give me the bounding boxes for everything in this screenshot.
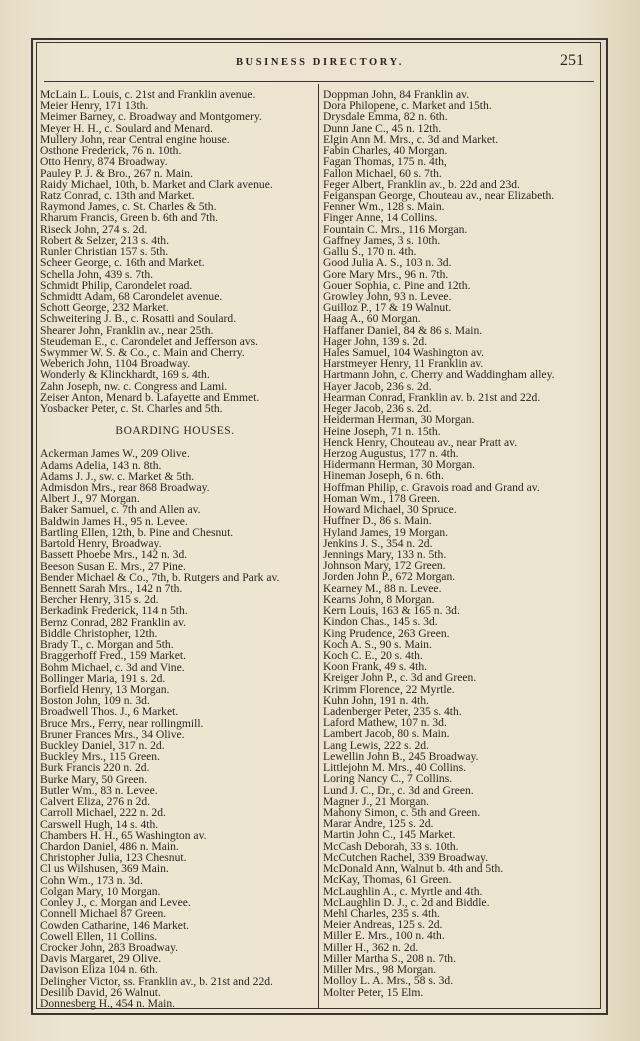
directory-entry: Bassett Phoebe Mrs., 142 n. 3d. [40,548,188,562]
directory-entry: Brady T., c. Morgan and 5th. [40,638,174,652]
directory-entry: Schmidtt Adam, 68 Carondelet avenue. [40,289,223,303]
directory-entry: Cowden Catharine, 146 Market. [40,918,190,932]
directory-entry: Jennings Mary, 133 n. 5th. [323,547,447,561]
directory-entry: Hales Samuel, 104 Washington av. [323,346,485,360]
directory-entry: McKay, Thomas, 61 Green. [323,873,452,887]
directory-entry: Kuhn John, 191 n. 4th. [323,693,429,707]
directory-entry: Schott George, 232 Market. [40,301,169,315]
directory-entry: Feger Albert, Franklin av., b. 22d and 23d. [323,177,520,191]
directory-entry: Drysdale Emma, 82 n. 6th. [323,110,448,124]
directory-entry: Boston John, 109 n. 3d. [40,694,150,708]
directory-entry: Raymond James, c. St. Charles & 5th. [40,200,217,214]
directory-entry: Zeiser Anton, Menard b. Lafayette and Emmet. [40,390,260,404]
directory-entry: Gallu S., 170 n. 4th. [323,245,417,259]
directory-entry: Loring Nancy C., 7 Collins. [323,772,453,786]
directory-entry: Adams Adelia, 143 n. 8th. [40,458,162,472]
directory-entry: Littlejohn M. Mrs., 40 Collins. [323,761,466,775]
directory-entry: Henck Henry, Chouteau av., near Pratt av. [323,435,518,449]
left-column [40,89,310,1009]
directory-entry: Schweitering J. B., c. Rosatti and Soulard. [40,312,237,326]
directory-entry: Huffner D., 86 s. Main. [323,514,432,528]
directory-entry: Heger Jacob, 236 s. 2d. [323,402,432,416]
column-divider [318,84,319,1008]
directory-entry: Broadwell Thos. J., 6 Market. [40,705,179,719]
directory-entry: Cl us Wilshusen, 369 Main. [40,862,169,876]
directory-entry: Runler Christian 157 s. 5th. [40,245,169,259]
directory-entry: Bohm Michael, c. 3d and Vine. [40,660,185,674]
directory-entry: Haag A., 60 Morgan. [323,312,421,326]
directory-entry: McLain L. Louis, c. 21st and Franklin avenue. [40,88,256,101]
directory-entry: Davis Margaret, 29 Olive. [40,952,162,966]
directory-entry: Ratz Conrad, c. 13th and Market. [40,188,195,202]
directory-entry: Ackerman James W., 209 Olive. [40,447,190,461]
directory-entry: Koch C. E., 20 s. 4th. [323,648,423,662]
directory-entry: Zahn Joseph, nw. c. Congress and Lami. [40,379,228,393]
directory-entry: Otto Henry, 874 Broadway. [40,155,168,169]
directory-entry: Magner J., 21 Morgan. [323,794,430,808]
directory-entry: Pauley P. J. & Bro., 267 n. Main. [40,166,193,180]
directory-entry: Conley J., c. Morgan and Levee. [40,896,191,910]
directory-entry: Bruner Frances Mrs., 34 Olive. [40,727,185,741]
directory-entry: Cohn Wm., 173 n. 3d. [40,873,143,887]
directory-entry: Koon Frank, 49 s. 4th. [323,660,428,674]
directory-entry: Biddle Christopher, 12th. [40,626,158,640]
directory-entry: Hartmann John, c. Cherry and Waddingham alley. [323,368,555,382]
directory-entry: Molloy L. A. Mrs., 58 s. 3d. [323,974,454,988]
directory-entry: Gaffney James, 3 s. 10th. [323,233,441,247]
directory-entry: Hearman Conrad, Franklin av. b. 21st and 22d. [323,390,541,404]
directory-entry: Baker Samuel, c. 7th and Allen av. [40,503,201,517]
directory-entry: Martin John C., 145 Market. [323,828,456,842]
directory-entry: Beeson Susan E. Mrs., 27 Pine. [40,559,186,573]
directory-entry: Bruce Mrs., Ferry, near rollingmill. [40,716,204,730]
directory-entry: Hager John, 139 s. 2d. [323,334,428,348]
directory-entry: Growley John, 93 n. Levee. [323,289,452,303]
directory-entry: Bennett Sarah Mrs., 142 n 7th. [40,581,183,595]
directory-entry: Osthone Frederick, 76 n. 10th. [40,144,182,158]
directory-entry: Berkadink Frederick, 114 n 5th. [40,604,188,618]
directory-entry: Jenkins J. S., 354 n. 2d. [323,536,433,550]
directory-entry: Wonderly & Klinckhardt, 169 s. 4th. [40,368,210,382]
directory-entry: Crocker John, 283 Broadway. [40,940,179,954]
directory-entry: Burke Mary, 50 Green. [40,772,148,786]
directory-entry: Feiganspan George, Chouteau av., near Elizabeth. [323,188,555,202]
directory-entry: Robert & Selzer, 213 s. 4th. [40,233,169,247]
directory-entry: Braggerhoff Fred., 159 Market. [40,649,186,663]
directory-entry: Bercher Henry, 315 s. 2d. [40,593,159,607]
directory-entry: Swymmer W. S. & Co., c. Main and Cherry. [40,346,245,360]
directory-entry: Schmidt Philip, Carondelet road. [40,278,193,292]
directory-entry: Fountain C. Mrs., 116 Morgan. [323,222,468,236]
directory-entry: Kearns John, 8 Morgan. [323,592,435,606]
directory-entry: Fallon Michael, 60 s. 7th. [323,166,442,180]
directory-entry: Donnesberg H., 454 n. Main. [40,997,176,1011]
directory-entry: Desilib David, 26 Walnut. [40,985,161,999]
directory-entry: Lund J. C., Dr., c. 3d and Green. [323,783,474,797]
directory-entry: McLaughlin A., c. Myrtle and 4th. [323,884,483,898]
directory-entry: Kindon Chas., 145 s. 3d. [323,615,438,629]
directory-entry: Gouer Sophia, c. Pine and 12th. [323,278,471,292]
directory-entry: Chardon Daniel, 486 n. Main. [40,840,179,853]
directory-entry: Meier Henry, 171 13th. [40,99,149,113]
directory-entry: Hineman Joseph, 6 n. 6th. [323,469,444,483]
directory-entry: Miller Martha S., 208 n. 7th. [323,951,456,965]
directory-entry: Hidermann Herman, 30 Morgan. [323,458,476,472]
directory-entry: Krimm Florence, 22 Myrtle. [323,682,455,696]
directory-entry: Mahony Simon, c. 5th and Green. [323,806,481,819]
directory-entry: Marar Andre, 125 s. 2d. [323,817,434,831]
directory-entry: Bender Michael & Co., 7th, b. Rutgers and Park av. [40,570,280,584]
header-divider [44,81,594,82]
directory-entry: Hyland James, 19 Morgan. [323,525,449,539]
directory-entry: Johnson Mary, 172 Green. [323,559,446,573]
directory-entry: Riseck John, 274 s. 2d. [40,222,148,236]
directory-entry: Kearney M., 88 n. Levee. [323,581,442,595]
directory-entry: Herzog Augustus, 177 n. 4th. [323,447,459,460]
directory-entry: Heiderman Herman, 30 Morgan. [323,413,475,427]
directory-entry: Davison Eliza 104 n. 6th. [40,963,158,977]
directory-entry: Cowell Ellen, 11 Collins. [40,929,158,943]
directory-entry: Connell Michael 87 Green. [40,907,167,921]
directory-entry: Guilloz P., 17 & 19 Walnut. [323,301,452,315]
directory-entry: Delingher Victor, ss. Franklin av., b. 21st and 22d. [40,974,273,988]
directory-entry: Hayer Jacob, 236 s. 2d. [323,379,432,393]
directory-entry: Meier Andreas, 125 s. 2d. [323,918,443,932]
directory-entry: Bollinger Maria, 191 s. 2d. [40,671,166,685]
directory-entry: Jorden John P., 672 Morgan. [323,570,456,584]
running-header-title: BUSINESS DIRECTORY. [235,57,405,68]
directory-entry: Weberich John, 1104 Broadway. [40,357,191,371]
directory-entry: Elgin Ann M. Mrs., c. 3d and Market. [323,132,499,146]
directory-entry: Steudeman E., c. Carondelet and Jefferson avs. [40,334,259,348]
directory-entry: Gore Mary Mrs., 96 n. 7th. [323,267,449,281]
directory-entry: Bartold Henry, Broadway. [40,537,162,551]
directory-entry: Ladenberger Peter, 235 s. 4th. [323,705,462,719]
directory-entry: Koch A. S., 90 s. Main. [323,637,432,651]
directory-entry: Rharum Francis, Green b. 6th and 7th. [40,211,219,225]
directory-entry: Calvert Eliza, 276 n 2d. [40,795,151,809]
directory-entry: Buckley Daniel, 317 n. 2d. [40,739,165,753]
directory-entry: Fabin Charles, 40 Morgan. [323,144,448,158]
directory-entry: Miller E. Mrs., 100 n. 4th. [323,929,445,943]
directory-entry: Howard Michael, 30 Spruce. [323,503,457,517]
directory-entry: Lang Lewis, 222 s. 2d. [323,738,429,752]
directory-entry: Hoffman Philip, c. Gravois road and Grand av. [323,480,540,494]
directory-entry: Laford Mathew, 107 n. 3d. [323,716,447,730]
directory-entry: Homan Wm., 178 Green. [323,491,440,505]
directory-entry: Butler Wm., 83 n. Levee. [40,783,158,797]
directory-entry: Good Julia A. S., 103 n. 3d. [323,256,452,270]
directory-entry: Albert J., 97 Morgan. [40,492,140,506]
business-listings [40,89,310,414]
directory-entry: Carswell Hugh, 14 s. 4th. [40,817,159,831]
directory-entry: Bernz Conrad, 282 Franklin av. [40,615,187,629]
right-column [323,89,555,998]
directory-entry: Dunn Jane C., 45 n. 12th. [323,121,442,135]
directory-entry: Heine Joseph, 71 n. 15th. [323,424,441,438]
directory-entry: McCutchen Rachel, 339 Broadway. [323,850,489,864]
directory-entry: Bartling Ellen, 12th, b. Pine and Chesnut. [40,525,234,539]
boarding-house-listings-continued [323,89,555,998]
directory-entry: Shearer John, Franklin av., near 25th. [40,323,214,337]
directory-entry: Haffaner Daniel, 84 & 86 s. Main. [323,323,483,337]
directory-entry: McLaughlin D. J., c. 2d and Biddle. [323,895,490,909]
directory-entry: Mehl Charles, 235 s. 4th. [323,906,440,920]
directory-entry: Fenner Wm., 128 s. Main. [323,200,445,214]
directory-entry: Carroll Michael, 222 n. 2d. [40,806,166,820]
section-heading-boarding-houses: BOARDING HOUSES. [115,425,235,438]
boarding-house-listings [40,448,310,1009]
directory-entry: Meyer H. H., c. Soulard and Menard. [40,121,213,135]
directory-entry: Dora Philopene, c. Market and 15th. [323,99,492,113]
directory-entry: Chambers H. H., 65 Washington av. [40,828,207,842]
directory-entry: Baldwin James H., 95 n. Levee. [40,514,188,528]
directory-entry: Fagan Thomas, 175 n. 4th, [323,155,447,169]
directory-entry: Mullery John, rear Central engine house. [40,132,230,146]
directory-entry: Burk Francis 220 n. 2d. [40,761,150,775]
directory-entry: Lewellin John B., 245 Broadway. [323,749,479,763]
directory-entry: Miller H., 362 n. 2d. [323,940,419,954]
directory-entry: Miller Mrs., 98 Morgan. [323,963,437,977]
directory-entry: Finger Anne, 14 Collins. [323,211,438,225]
directory-entry: Harstmeyer Henry, 11 Franklin av. [323,357,484,371]
directory-entry: Admisdon Mrs., rear 868 Broadway. [40,481,210,494]
directory-entry: Kern Louis, 163 & 165 n. 3d. [323,604,460,618]
directory-entry: Meimer Barney, c. Broadway and Montgomery. [40,110,262,124]
directory-entry: Raidy Michael, 10th, b. Market and Clark avenue. [40,177,273,191]
directory-entry: Buckley Mrs., 115 Green. [40,750,160,764]
directory-entry: Schella John, 439 s. 7th. [40,267,154,281]
page-number: 251 [560,52,584,69]
directory-entry: McCash Deborah, 33 s. 10th. [323,839,459,853]
directory-entry: Molter Peter, 15 Elm. [323,985,424,999]
directory-entry: Doppman John, 84 Franklin av. [323,88,470,101]
directory-entry: Adams J. J., sw. c. Market & 5th. [40,469,195,483]
directory-entry: Christopher Julia, 123 Chesnut. [40,851,187,865]
directory-entry: Yosbacker Peter, c. St. Charles and 5th. [40,402,223,416]
directory-entry: Colgan Mary, 10 Morgan. [40,884,161,898]
directory-entry: King Prudence, 263 Green. [323,626,450,640]
directory-entry: Kreiger John P., c. 3d and Green. [323,671,477,685]
directory-entry: Borfield Henry, 13 Morgan. [40,682,170,696]
directory-entry: Scheer George, c. 16th and Market. [40,256,205,270]
directory-entry: McDonald Ann, Walnut b. 4th and 5th. [323,862,504,876]
directory-entry: Lambert Jacob, 80 s. Main. [323,727,450,741]
